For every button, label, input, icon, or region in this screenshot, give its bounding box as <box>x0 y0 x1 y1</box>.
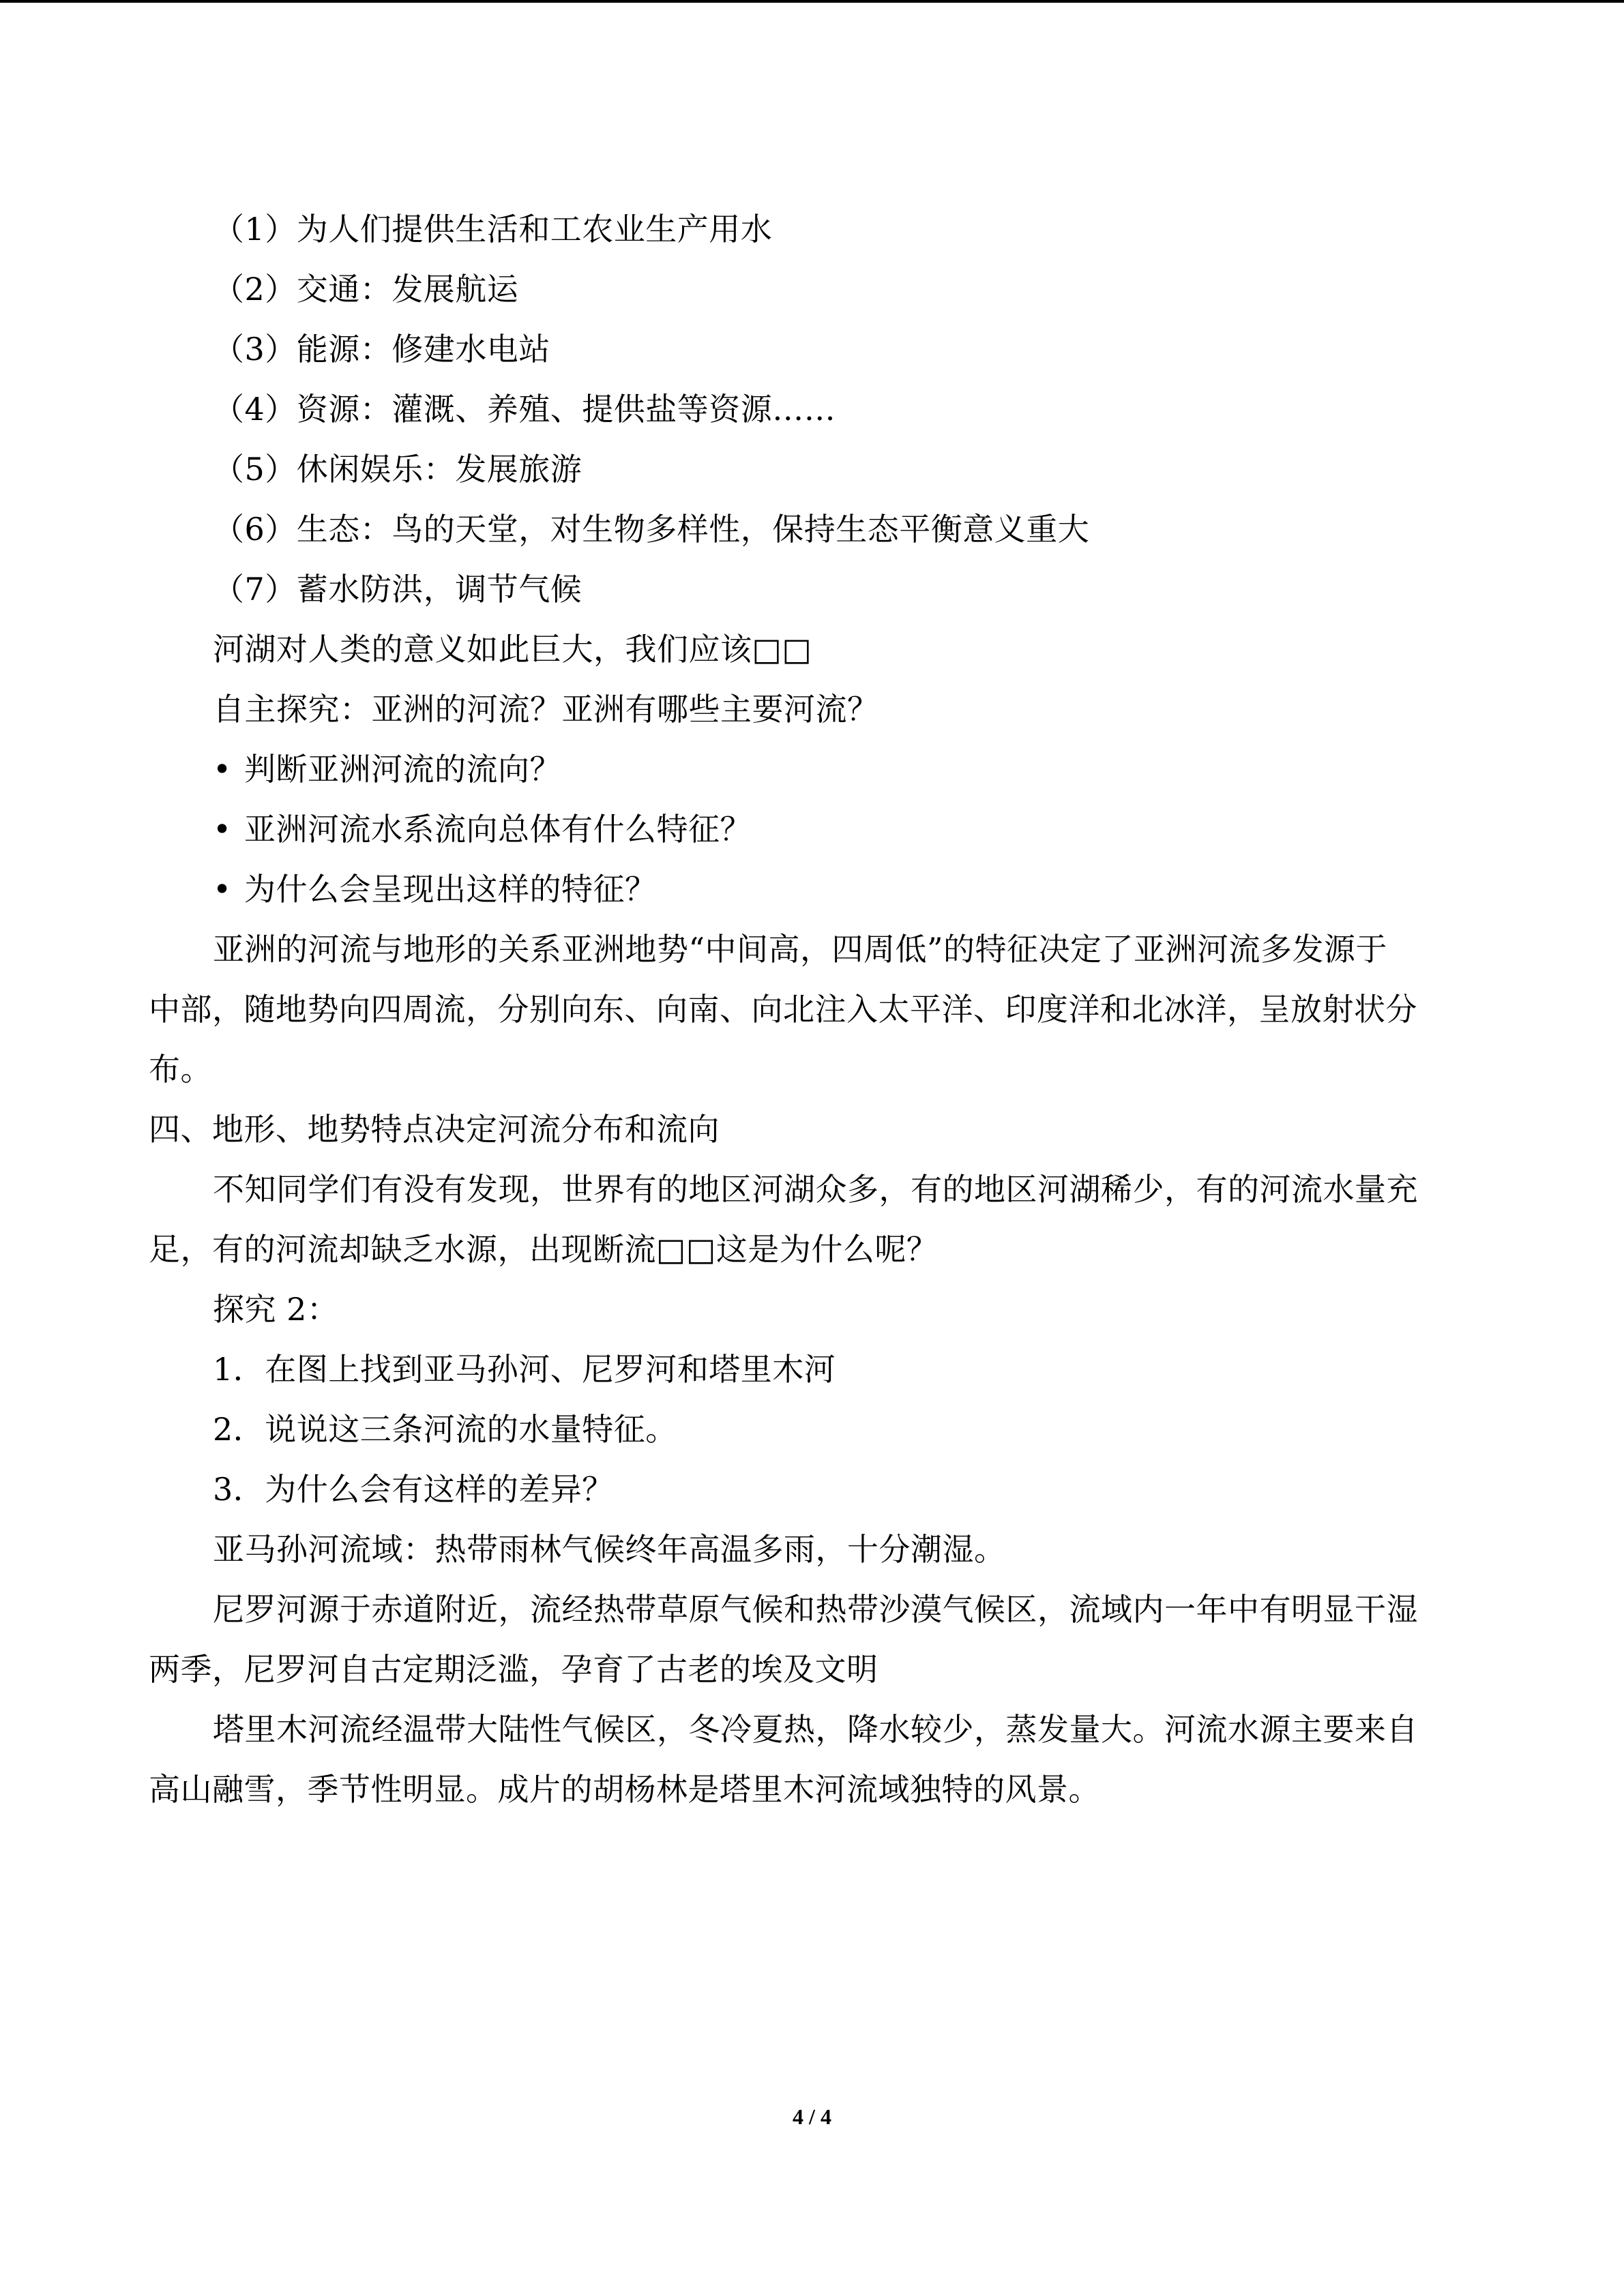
bullet-list-item <box>149 739 1458 799</box>
line-text: 亚洲河流水系流向总体有什么特征？ <box>244 811 752 848</box>
line-text: 塔里木河流经温带大陆性气候区，冬冷夏热，降水较少，蒸发量大。河流水源主要来自 <box>213 1711 1418 1748</box>
text-line <box>149 1039 1458 1099</box>
line-text: （2）交通：发展航运 <box>213 271 519 308</box>
line-text: 两季，尼罗河自古定期泛滥，孕育了古老的埃及文明 <box>149 1651 879 1688</box>
line-text: 2．说说这三条河流的水量特征。 <box>213 1411 677 1448</box>
text-line <box>149 379 1458 439</box>
text-line <box>149 1759 1458 1819</box>
text-line <box>149 1159 1458 1219</box>
line-text: 布。 <box>149 1051 212 1088</box>
line-text: （3）能源：修建水电站 <box>213 331 550 368</box>
line-text: 尼罗河源于赤道附近，流经热带草原气候和热带沙漠气候区，流域内一年中有明显干湿 <box>213 1591 1418 1628</box>
line-text: 3．为什么会有这样的差异？ <box>213 1471 614 1508</box>
line-text: 判断亚洲河流的流向？ <box>244 751 561 788</box>
bullet-icon: • <box>213 811 232 848</box>
line-text: 不知同学们有没有发现，世界有的地区河湖众多，有的地区河湖稀少，有的河流水量充 <box>213 1171 1418 1208</box>
line-text: （5）休闲娱乐：发展旅游 <box>213 451 582 488</box>
line-text: （6）生态：鸟的天堂，对生物多样性，保持生态平衡意义重大 <box>213 511 1090 548</box>
line-text: 1．在图上找到亚马孙河、尼罗河和塔里木河 <box>213 1351 836 1388</box>
line-text: 探究 2： <box>213 1291 339 1328</box>
body-text <box>149 199 1458 1819</box>
page-number: 4 / 4 <box>793 2104 831 2129</box>
text-line <box>149 199 1458 259</box>
bullet-list-item <box>149 859 1458 919</box>
text-line <box>149 1459 1458 1519</box>
text-line <box>149 619 1458 679</box>
line-text: （4）资源：灌溉、养殖、提供盐等资源…… <box>213 391 836 428</box>
line-text: 为什么会呈现出这样的特征？ <box>244 871 657 908</box>
line-text: 亚洲的河流与地形的关系亚洲地势“中间高，四周低”的特征决定了亚洲河流多发源于 <box>213 931 1388 968</box>
text-line <box>149 1399 1458 1459</box>
text-line <box>149 679 1458 739</box>
text-line <box>149 259 1458 319</box>
top-border-rule <box>0 0 1624 3</box>
text-line <box>149 439 1458 499</box>
line-text: 中部，随地势向四周流，分别向东、向南、向北注入太平洋、印度洋和北冰洋，呈放射状分 <box>149 991 1417 1028</box>
text-line <box>149 919 1458 979</box>
line-text: （1）为人们提供生活和工农业生产用水 <box>213 211 773 248</box>
text-line <box>149 499 1458 559</box>
text-line <box>149 1519 1458 1579</box>
line-text: 亚马孙河流域：热带雨林气候终年高温多雨，十分潮湿。 <box>213 1531 1006 1568</box>
text-line <box>149 1639 1458 1699</box>
bullet-list-item <box>149 799 1458 859</box>
line-text: 足，有的河流却缺乏水源，出现断流□□这是为什么呢？ <box>149 1231 939 1268</box>
line-text: 自主探究：亚洲的河流？亚洲有哪些主要河流？ <box>213 691 879 728</box>
line-text: 河湖对人类的意义如此巨大，我们应该□□ <box>213 631 812 668</box>
bullet-icon: • <box>213 751 232 788</box>
line-text: 高山融雪，季节性明显。成片的胡杨林是塔里木河流域独特的风景。 <box>149 1771 1100 1808</box>
text-line <box>149 1219 1458 1279</box>
text-line <box>149 319 1458 379</box>
text-line <box>149 1699 1458 1759</box>
text-line <box>149 1099 1458 1159</box>
text-line <box>149 1579 1458 1639</box>
text-line <box>149 1339 1458 1399</box>
text-line <box>149 979 1458 1039</box>
text-line <box>149 559 1458 619</box>
line-text: （7）蓄水防洪，调节气候 <box>213 571 582 608</box>
line-text: 四、地形、地势特点决定河流分布和流向 <box>149 1111 720 1148</box>
bullet-icon: • <box>213 871 232 908</box>
text-line <box>149 1279 1458 1339</box>
